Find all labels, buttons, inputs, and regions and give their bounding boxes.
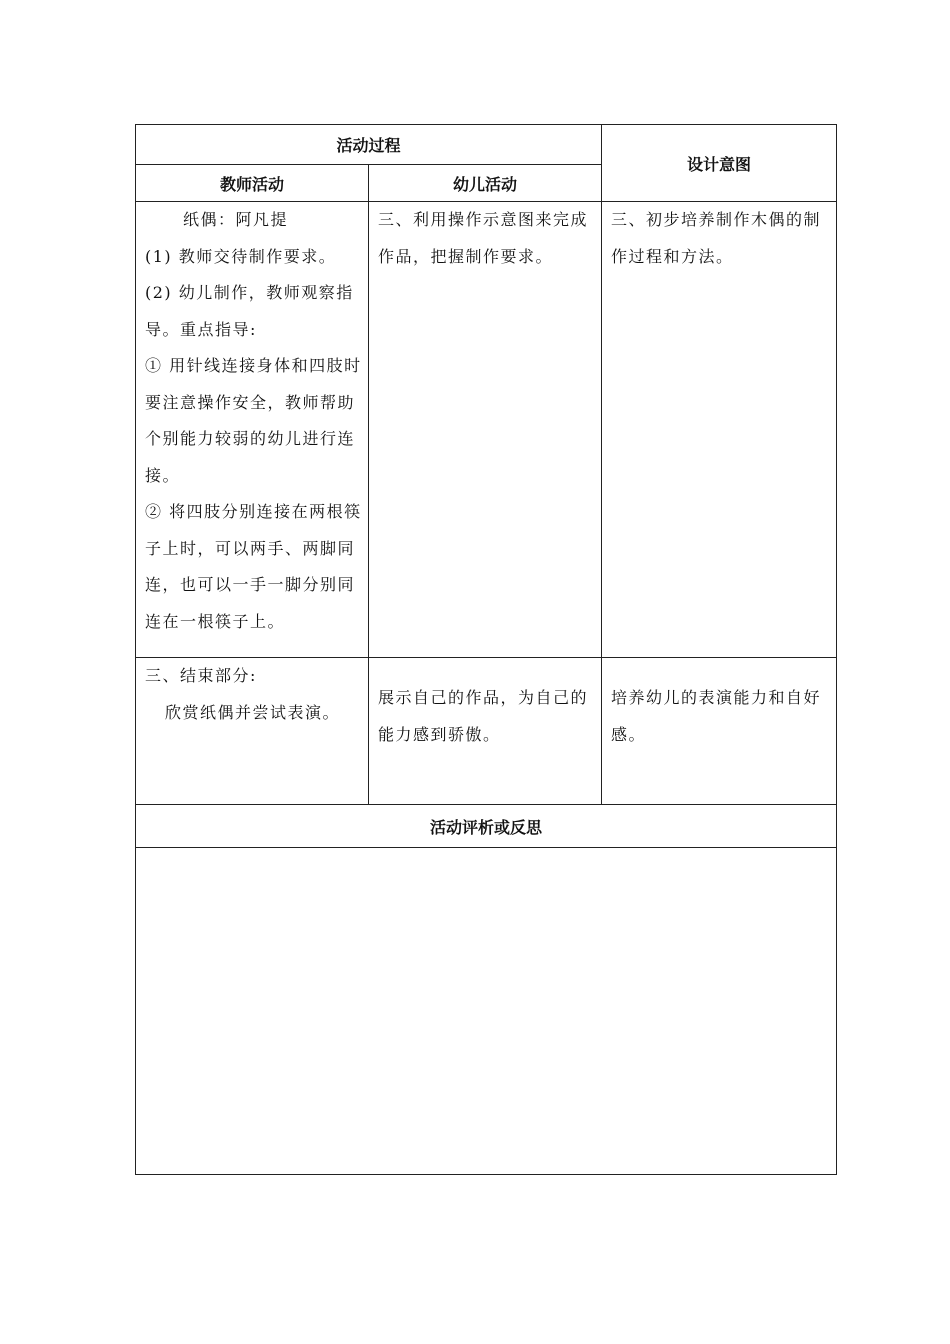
reflection-content-cell[interactable] xyxy=(136,848,837,1175)
teacher-line-4: ② 将四肢分别连接在两根筷子上时，可以两手、两脚同连，也可以一手一脚分别同连在一根筷子上。 xyxy=(145,502,362,631)
ending-child-cell: 展示自己的作品，为自己的能力感到骄傲。 xyxy=(369,658,602,805)
teacher-line-2: (2) 幼儿制作，教师观察指导。重点指导: xyxy=(145,283,354,339)
design-intent-header: 设计意图 xyxy=(602,125,837,202)
child-activity-header: 幼儿活动 xyxy=(369,165,602,202)
reflection-header: 活动评析或反思 xyxy=(136,805,837,848)
teacher-activity-header: 教师活动 xyxy=(136,165,369,202)
design-intent-cell: 三、初步培养制作木偶的制作过程和方法。 xyxy=(602,202,837,658)
teacher-line-3: ① 用针线连接身体和四肢时要注意操作安全，教师帮助个别能力较弱的幼儿进行连接。 xyxy=(145,356,362,485)
activity-process-header: 活动过程 xyxy=(136,125,602,165)
teacher-line-puppet: 纸偶：阿凡提 xyxy=(183,210,289,229)
activity-plan-table xyxy=(135,124,837,1175)
ending-title: 三、结束部分: xyxy=(145,666,257,685)
teacher-activity-cell xyxy=(136,202,369,658)
child-activity-cell: 三、利用操作示意图来完成作品，把握制作要求。 xyxy=(369,202,602,658)
ending-design-cell: 培养幼儿的表演能力和自好感。 xyxy=(602,658,837,805)
ending-teacher-cell xyxy=(136,658,369,805)
teacher-line-1: (1) 教师交待制作要求。 xyxy=(145,246,337,266)
ending-body: 欣赏纸偶并尝试表演。 xyxy=(165,702,341,722)
